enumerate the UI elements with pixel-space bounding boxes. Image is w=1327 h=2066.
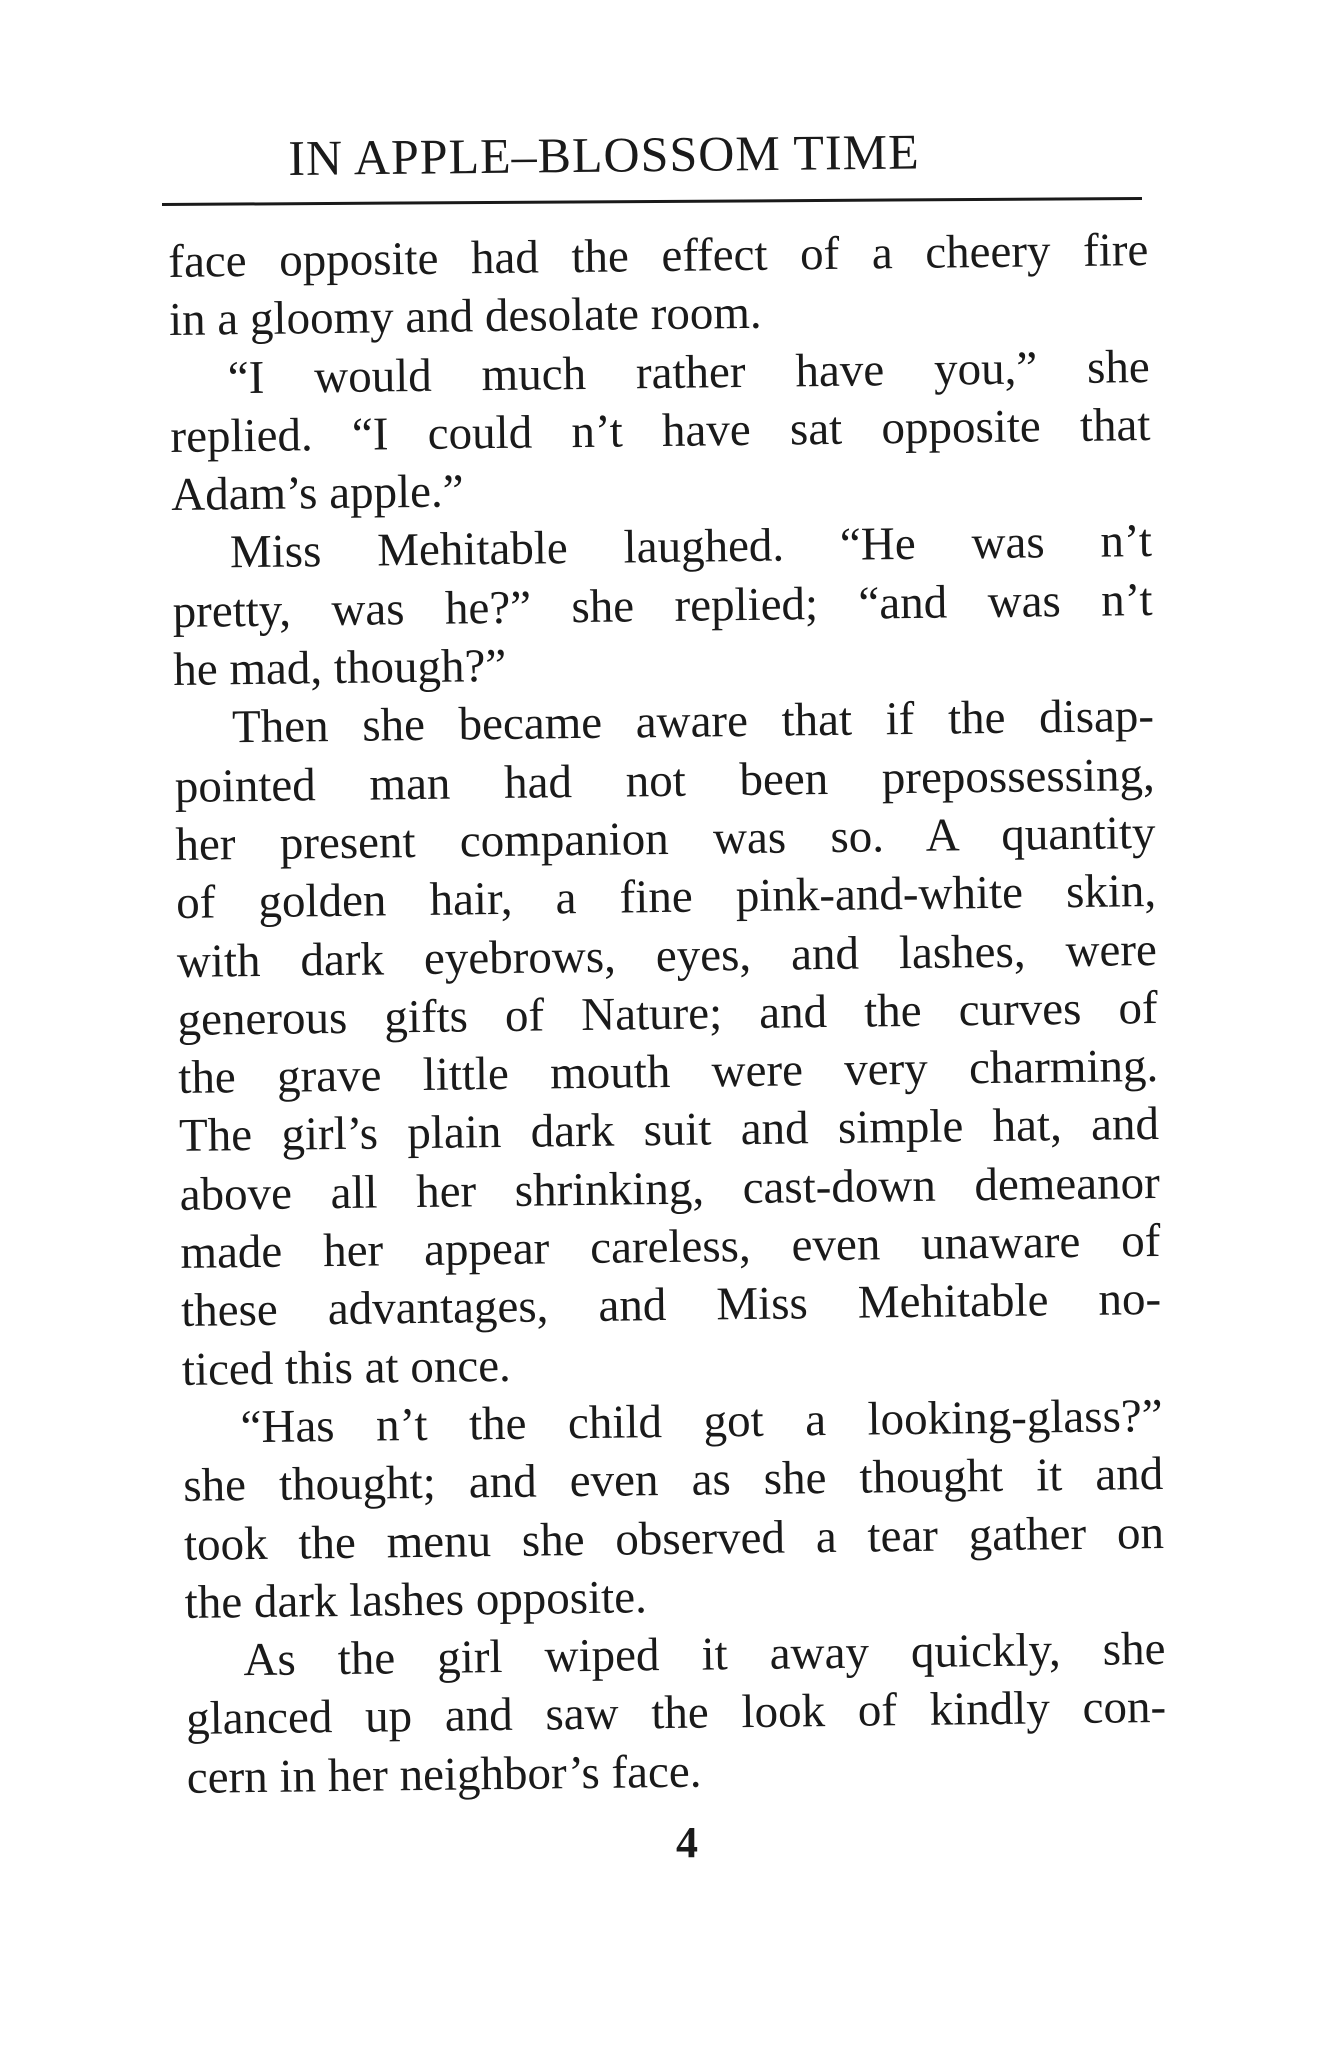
text-line: above all her shrinking, cast-down demeanor bbox=[179, 1156, 1160, 1221]
text-line: these advantages, and Miss Mehitable no- bbox=[180, 1273, 1162, 1338]
text-line: pointed man had not been prepossessing, bbox=[174, 748, 1156, 813]
text-line: ticed this at once. bbox=[181, 1339, 512, 1396]
text-line: replied. “I could n’t have sat opposite that bbox=[170, 398, 1151, 463]
text-line: with dark eyebrows, eyes, and lashes, were bbox=[176, 923, 1158, 988]
text-line: in a gloomy and desolate room. bbox=[168, 287, 762, 347]
text-line: pretty, was he?” she replied; “and was n’t bbox=[172, 573, 1153, 638]
text-line: As the girl wiped it away quickly, she bbox=[243, 1623, 1166, 1687]
text-line: her present companion was so. A quantity bbox=[175, 806, 1156, 871]
text-line: Adam’s apple.” bbox=[170, 465, 464, 522]
body-text bbox=[168, 221, 1167, 1807]
text-line: made her appear careless, even unaware of bbox=[180, 1215, 1161, 1279]
text-line: took the menu she observed a tear gather on bbox=[183, 1506, 1165, 1571]
text-line: of golden hair, a fine pink-and-white skin, bbox=[175, 865, 1157, 930]
text-line: “I would much rather have you,” she bbox=[227, 340, 1151, 404]
text-line: Then she became aware that if the disap- bbox=[231, 690, 1155, 754]
page-number: 4 bbox=[676, 1818, 698, 1867]
text-line: the dark lashes opposite. bbox=[184, 1571, 648, 1629]
text-line: face opposite had the effect of a cheery fire bbox=[168, 224, 1149, 288]
text-line: The girl’s plain dark suit and simple hat, and bbox=[178, 1098, 1160, 1163]
text-line: he mad, though?” bbox=[173, 639, 507, 697]
text-line: she thought; and even as she thought it and bbox=[182, 1448, 1164, 1513]
running-header: IN APPLE–BLOSSOM TIME bbox=[288, 123, 920, 186]
text-line: Miss Mehitable laughed. “He was n’t bbox=[229, 515, 1153, 579]
text-line: cern in her neighbor’s face. bbox=[186, 1745, 702, 1804]
text-line: glanced up and saw the look of kindly con- bbox=[185, 1681, 1167, 1746]
text-line: generous gifts of Nature; and the curves of bbox=[177, 981, 1158, 1046]
text-line: “Has n’t the child got a looking-glass?” bbox=[240, 1389, 1163, 1454]
header-rule bbox=[162, 197, 1142, 206]
text-line: the grave little mouth were very charming. bbox=[178, 1040, 1159, 1105]
